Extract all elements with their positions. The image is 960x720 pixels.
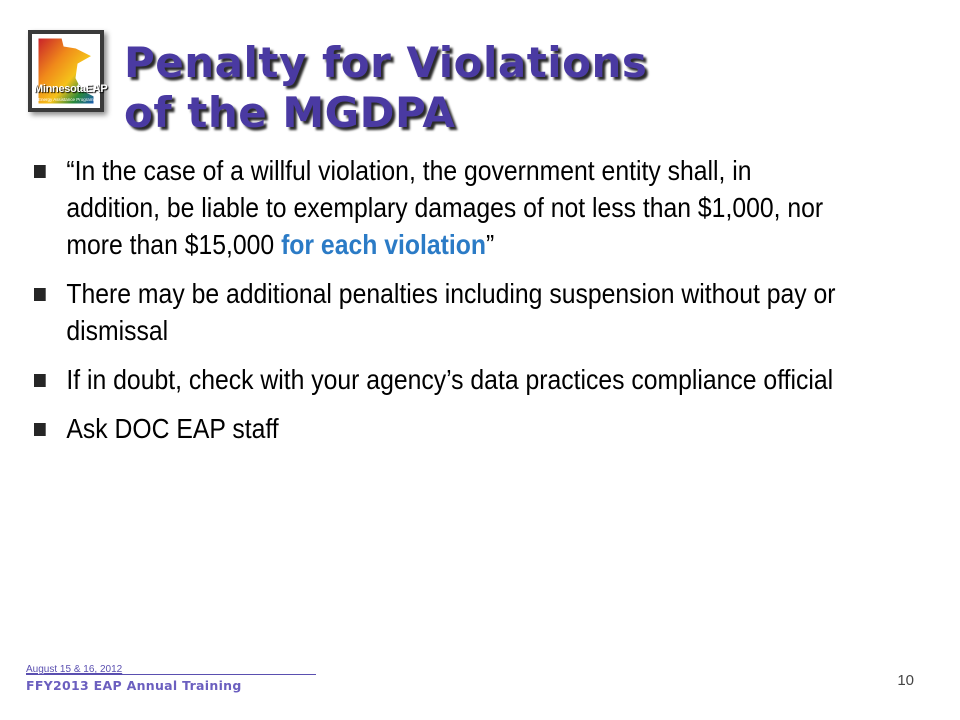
square-bullet-icon	[34, 374, 46, 387]
minnesota-eap-logo	[28, 30, 108, 112]
slide-title	[124, 38, 647, 138]
bullet-text-end: ”	[485, 229, 495, 260]
square-bullet-icon	[34, 288, 46, 301]
bullet-text: There may be additional penalties including suspension without pay or dismissal	[66, 278, 836, 346]
page-number: 10	[897, 672, 914, 689]
bullet-text: “In the case of a willful violation, the government entity shall, in addition, be liable to exemplary damages of not less than $1,000, nor more than $15,000	[66, 155, 824, 260]
square-bullet-icon	[34, 423, 46, 436]
footer-event-name: FFY2013 EAP Annual Training	[26, 678, 242, 693]
bullet-text: Ask DOC EAP staff	[66, 413, 279, 444]
slide-title-line-2: of the MGDPA	[124, 88, 456, 137]
square-bullet-icon	[34, 165, 46, 178]
logo-wordmark: MinnesotaEAP	[34, 83, 108, 95]
bullet-item	[34, 152, 844, 263]
bullet-item	[34, 275, 844, 349]
bullet-highlight: for each violation	[281, 229, 486, 260]
footer-date: August 15 & 16, 2012	[26, 664, 123, 675]
slide-footer	[26, 664, 316, 693]
bullet-text: If in doubt, check with your agency’s data practices compliance official	[66, 364, 834, 395]
bullet-list	[34, 152, 934, 459]
bullet-item	[34, 361, 844, 398]
bullet-item	[34, 410, 844, 447]
logo-subtitle: Energy Assistance Program	[38, 97, 94, 102]
slide-title-line-1: Penalty for Violations	[124, 38, 648, 87]
